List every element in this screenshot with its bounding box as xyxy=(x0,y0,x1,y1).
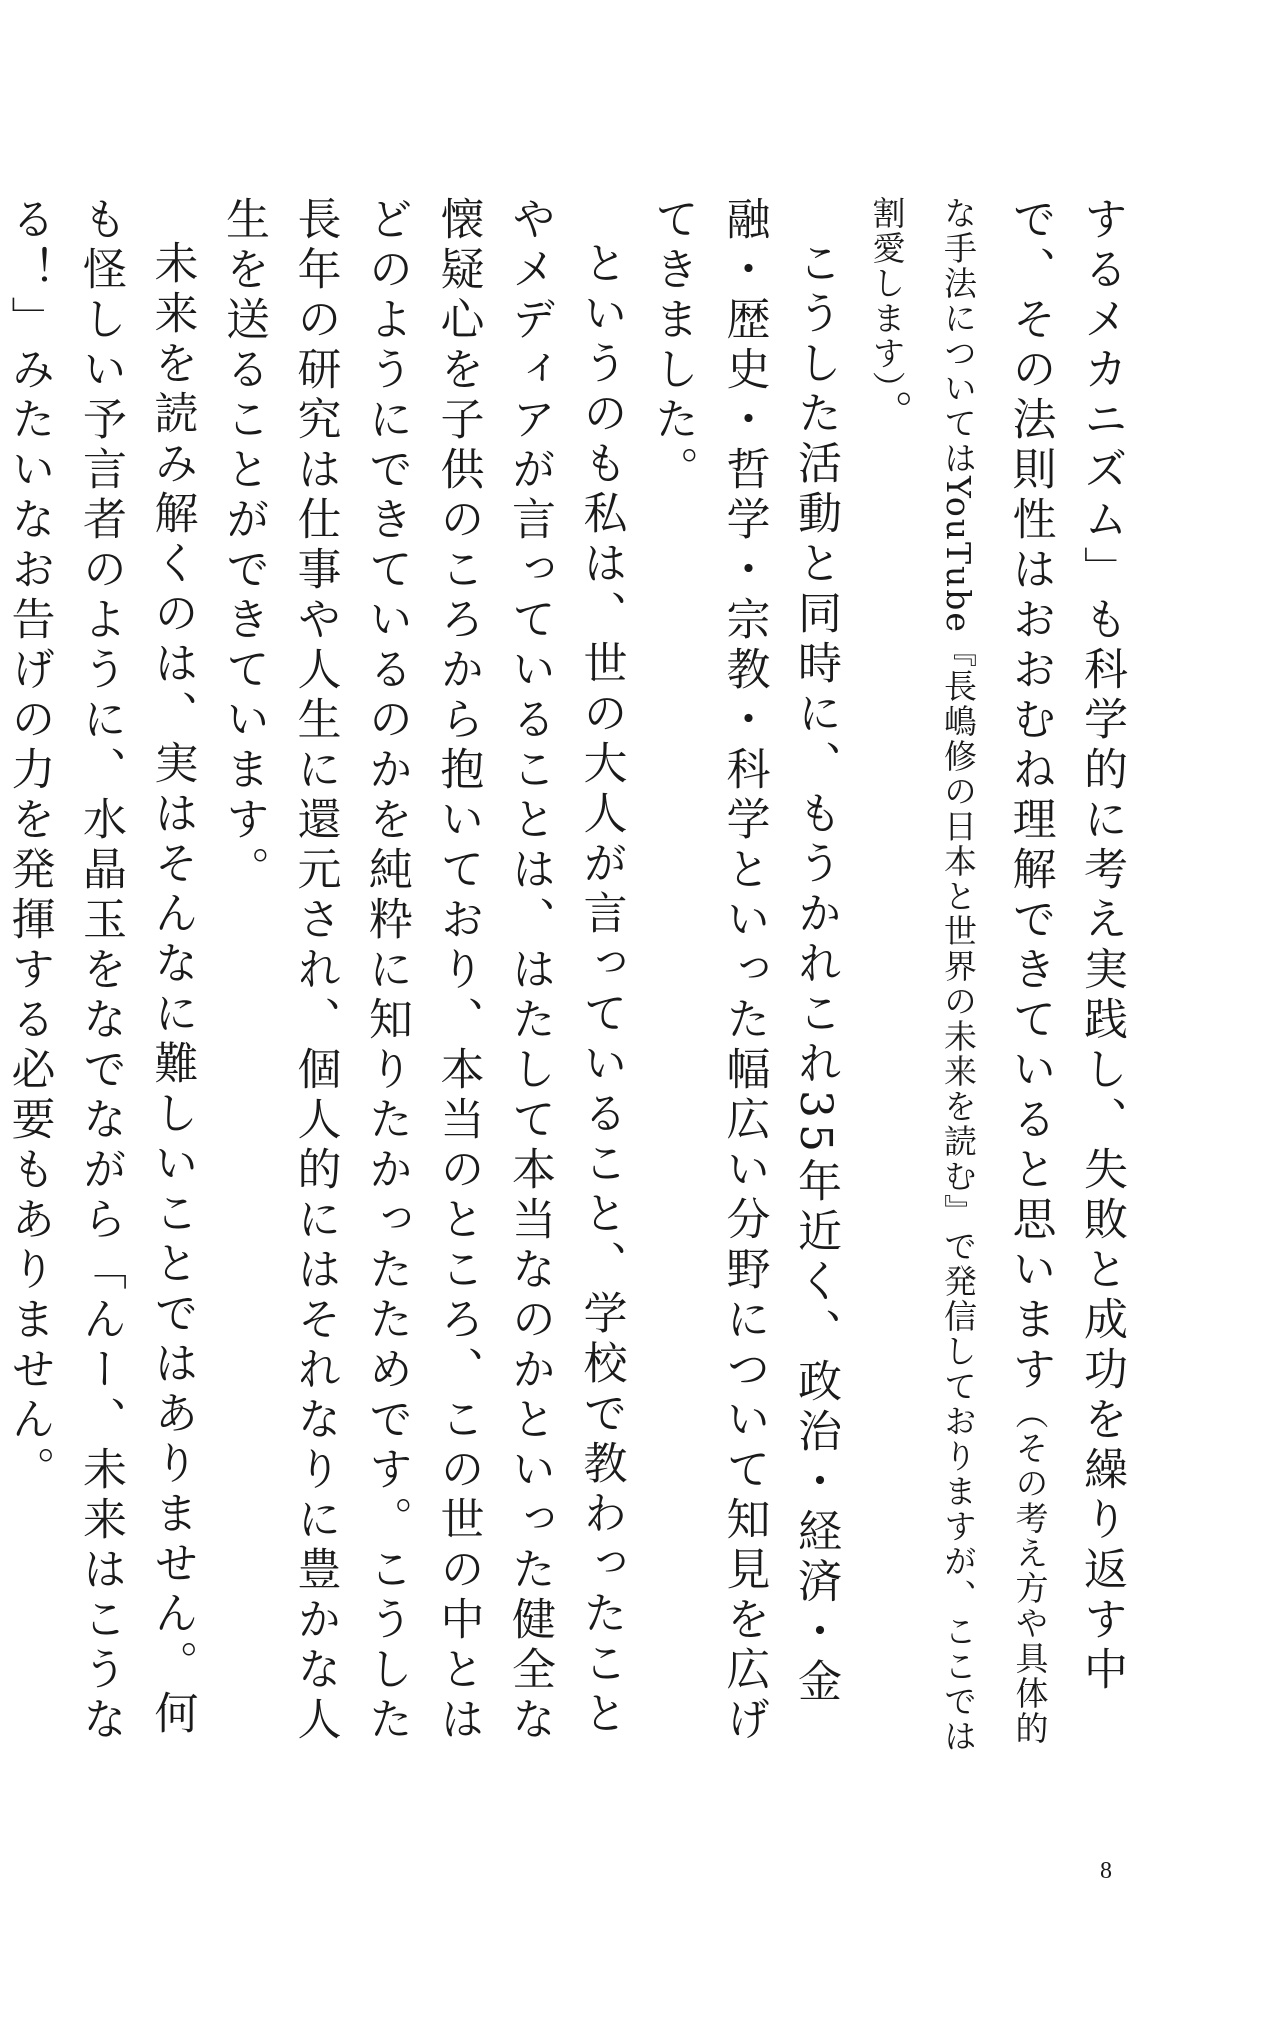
page-number: 8 xyxy=(1100,1858,1112,1884)
paragraph xyxy=(851,196,1137,1776)
paragraph-text: こうした活動と同時に、もうかれこれ35年近く、政治・経済・金融・歴史・哲学・宗教・科学といった幅広い分野について知見を広げてきました。 xyxy=(647,196,841,1746)
parenthetical-note: （その考え方や具体的な手法についてはYouTube『長嶋修の日本と世界の未来を読む』で発信しておりますが、ここでは割愛します） xyxy=(867,196,1050,1754)
paragraph xyxy=(0,196,208,1776)
paragraph xyxy=(208,196,637,1776)
paragraph-text: というのも私は、世の大人が言っていること、学校で教わったことやメディアが言っていることは、はたして本当なのかといった健全な懐疑心を子供のころから抱いており、本当のところ、この世の中とはどのようにできているのかを純粋に知りたかったためです。こうした長年の研究は仕事や人生に還元され、個人的にはそれなりに豊かな人生を送ることができています。 xyxy=(218,196,627,1746)
paragraph-text: するメカニズム」も科学的に考え実践し、失敗と成功を繰り返す中で、その法則性はおおむね理解できていると思います xyxy=(1004,196,1127,1696)
paragraph xyxy=(637,196,852,1776)
vertical-body-text xyxy=(3,196,1137,1776)
paragraph-text: 未来を読み解くのは、実はそんなに難しいことではありません。何も怪しい予言者のように、水晶玉をなでながら「んー、未来はこうなる！」みたいなお告げの力を発揮する必要もありません。 xyxy=(3,196,198,1746)
paragraph-text: 。 xyxy=(861,389,913,440)
